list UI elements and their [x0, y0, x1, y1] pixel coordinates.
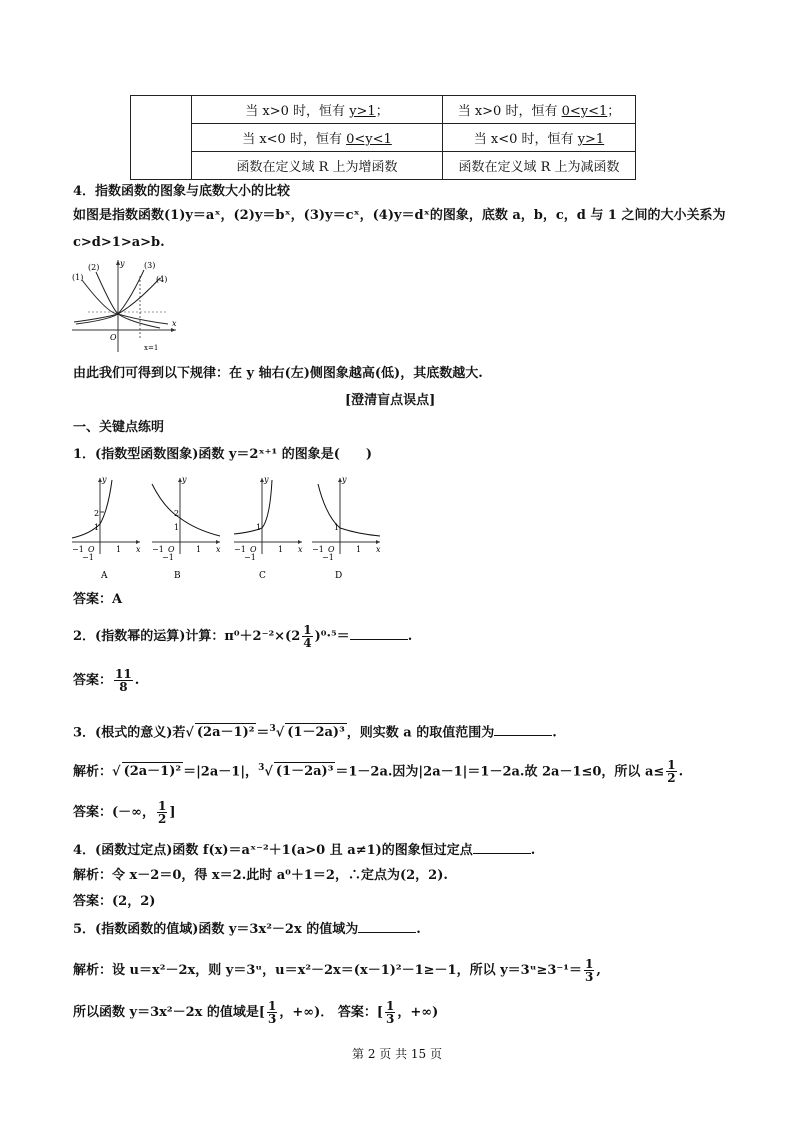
svg-text:1: 1 — [356, 545, 362, 554]
answer-options-figure — [70, 472, 380, 582]
solution: 解析：设 u＝x²－2x，则 y＝3ᵘ，u＝x²－2x＝(x－1)²－1≥－1，所以 y＝3ᵘ≥3⁻¹＝ $\frac{1}{3}$ , — [73, 957, 601, 984]
curve-label: (1) — [72, 273, 84, 282]
svg-text:1: 1 — [334, 523, 340, 532]
answer-blank[interactable] — [494, 723, 552, 736]
svg-text:x: x — [376, 545, 381, 554]
table-cell: 当 x>0 时，恒有 0<y<1； — [443, 96, 636, 124]
svg-text:y: y — [102, 475, 107, 484]
section-heading: 4．指数函数的图象与底数大小的比较 — [73, 184, 291, 199]
option-a-graph — [72, 475, 141, 581]
section-title: [澄清盲点误点] — [345, 393, 436, 408]
svg-text:−1: −1 — [82, 553, 94, 562]
answer: 答案：(－∞， $\frac{1}{2}$ ] — [73, 799, 176, 826]
svg-text:y: y — [264, 475, 269, 484]
svg-text:A: A — [101, 571, 108, 581]
option-d-graph — [312, 475, 381, 581]
svg-text:x: x — [298, 545, 303, 554]
svg-text:1: 1 — [196, 545, 202, 554]
svg-text:−1: −1 — [244, 553, 256, 562]
svg-text:2: 2 — [94, 509, 100, 518]
answer-blank[interactable] — [350, 627, 408, 640]
svg-text:−1: −1 — [162, 553, 174, 562]
curve-label: (4) — [156, 275, 168, 284]
curve-label: (3) — [144, 261, 156, 270]
svg-text:O: O — [168, 545, 175, 554]
page-footer: 第 2 页 共 15 页 — [352, 1047, 442, 1061]
table-cell: 当 x<0 时，恒有 0<y<1 — [192, 124, 443, 152]
paragraph: c>d>1>a>b. — [73, 235, 165, 250]
line-label: x=1 — [144, 344, 159, 352]
question-5: 5．(指数函数的值域)函数 y＝3x²－2x 的值域为 . — [73, 922, 421, 937]
option-b-graph — [152, 475, 221, 581]
svg-text:1: 1 — [94, 523, 100, 532]
svg-text:1: 1 — [116, 545, 122, 554]
svg-text:y: y — [342, 475, 347, 484]
table-cell: 当 x>0 时，恒有 y>1； — [192, 96, 443, 124]
svg-text:2: 2 — [174, 509, 180, 518]
svg-text:y: y — [182, 475, 187, 484]
answer-blank[interactable] — [358, 920, 416, 933]
table-cell: 当 x<0 时，恒有 y>1 — [443, 124, 636, 152]
svg-text:1: 1 — [278, 545, 284, 554]
table-cell: 函数在定义域 R 上为减函数 — [443, 152, 636, 180]
svg-text:x: x — [216, 545, 221, 554]
table-cell: 函数在定义域 R 上为增函数 — [192, 152, 443, 180]
svg-text:O: O — [328, 545, 335, 554]
answer: 答案：(2，2) — [73, 894, 156, 909]
origin-label: O — [110, 333, 117, 342]
property-table — [130, 95, 636, 180]
answer: 答案：A — [73, 592, 123, 607]
axis-label: x — [172, 319, 177, 328]
solution: 解析：令 x－2＝0，得 x＝2.此时 a⁰＋1＝2，∴定点为(2，2). — [73, 868, 448, 883]
paragraph: 如图是指数函数(1)y＝aˣ，(2)y＝bˣ，(3)y＝cˣ，(4)y＝dˣ的图象，底数 a，b，c，d 与 1 之间的大小关系为 — [73, 208, 726, 223]
question-1: 1．(指数型函数图象)函数 y＝2ˣ⁺¹ 的图象是( ) — [73, 447, 373, 462]
svg-text:−1: −1 — [152, 545, 164, 554]
svg-text:−1: −1 — [312, 545, 324, 554]
paragraph: 由此我们可得到以下规律：在 y 轴右(左)侧图象越高(低)，其底数越大. — [73, 366, 483, 381]
solution: 解析：√ (2a－1)² ＝|2a－1|，$^3$√ (1－2a)³ ＝1－2a.因为|2a－1|＝1－2a.故 2a－1≤0，所以 a≤ $\frac{1}{2}$ . — [73, 758, 684, 786]
solution: 所以函数 y＝3x²－2x 的值域是[ $\frac{1}{3}$ ，+∞)． 答案：[ $\frac{1}{3}$ ，+∞) — [73, 999, 439, 1026]
svg-text:B: B — [174, 571, 181, 581]
svg-text:1: 1 — [256, 523, 262, 532]
section-title: 一、关键点练明 — [73, 420, 165, 435]
table-blank-cell — [131, 96, 192, 180]
question-4: 4．(函数过定点)函数 f(x)＝aˣ⁻²＋1(a>0 且 a≠1)的图象恒过定点 . — [73, 843, 536, 858]
question-2: 2．(指数幂的运算)计算：π⁰＋2⁻²×(2 $\frac{1}{4}$ )⁰·⁵＝ . — [73, 623, 413, 650]
curve-label: (2) — [88, 263, 100, 272]
svg-text:D: D — [335, 571, 343, 581]
svg-text:O: O — [250, 545, 257, 554]
svg-text:x: x — [136, 545, 141, 554]
option-c-graph — [234, 475, 303, 581]
question-3: 3．(根式的意义)若√ (2a－1)² ＝$^3$√ (1－2a)³ ，则实数 a 的取值范围为 . — [73, 724, 557, 741]
svg-text:C: C — [259, 571, 266, 581]
axis-label: y — [120, 259, 125, 268]
svg-text:−1: −1 — [72, 545, 84, 554]
answer-blank[interactable] — [473, 841, 531, 854]
svg-text:1: 1 — [174, 523, 180, 532]
answer: 答案： $\frac{11}{8}$ . — [73, 667, 140, 694]
exponential-curves-figure — [68, 256, 180, 356]
svg-text:−1: −1 — [234, 545, 246, 554]
svg-text:−1: −1 — [322, 553, 334, 562]
svg-text:O: O — [88, 545, 95, 554]
